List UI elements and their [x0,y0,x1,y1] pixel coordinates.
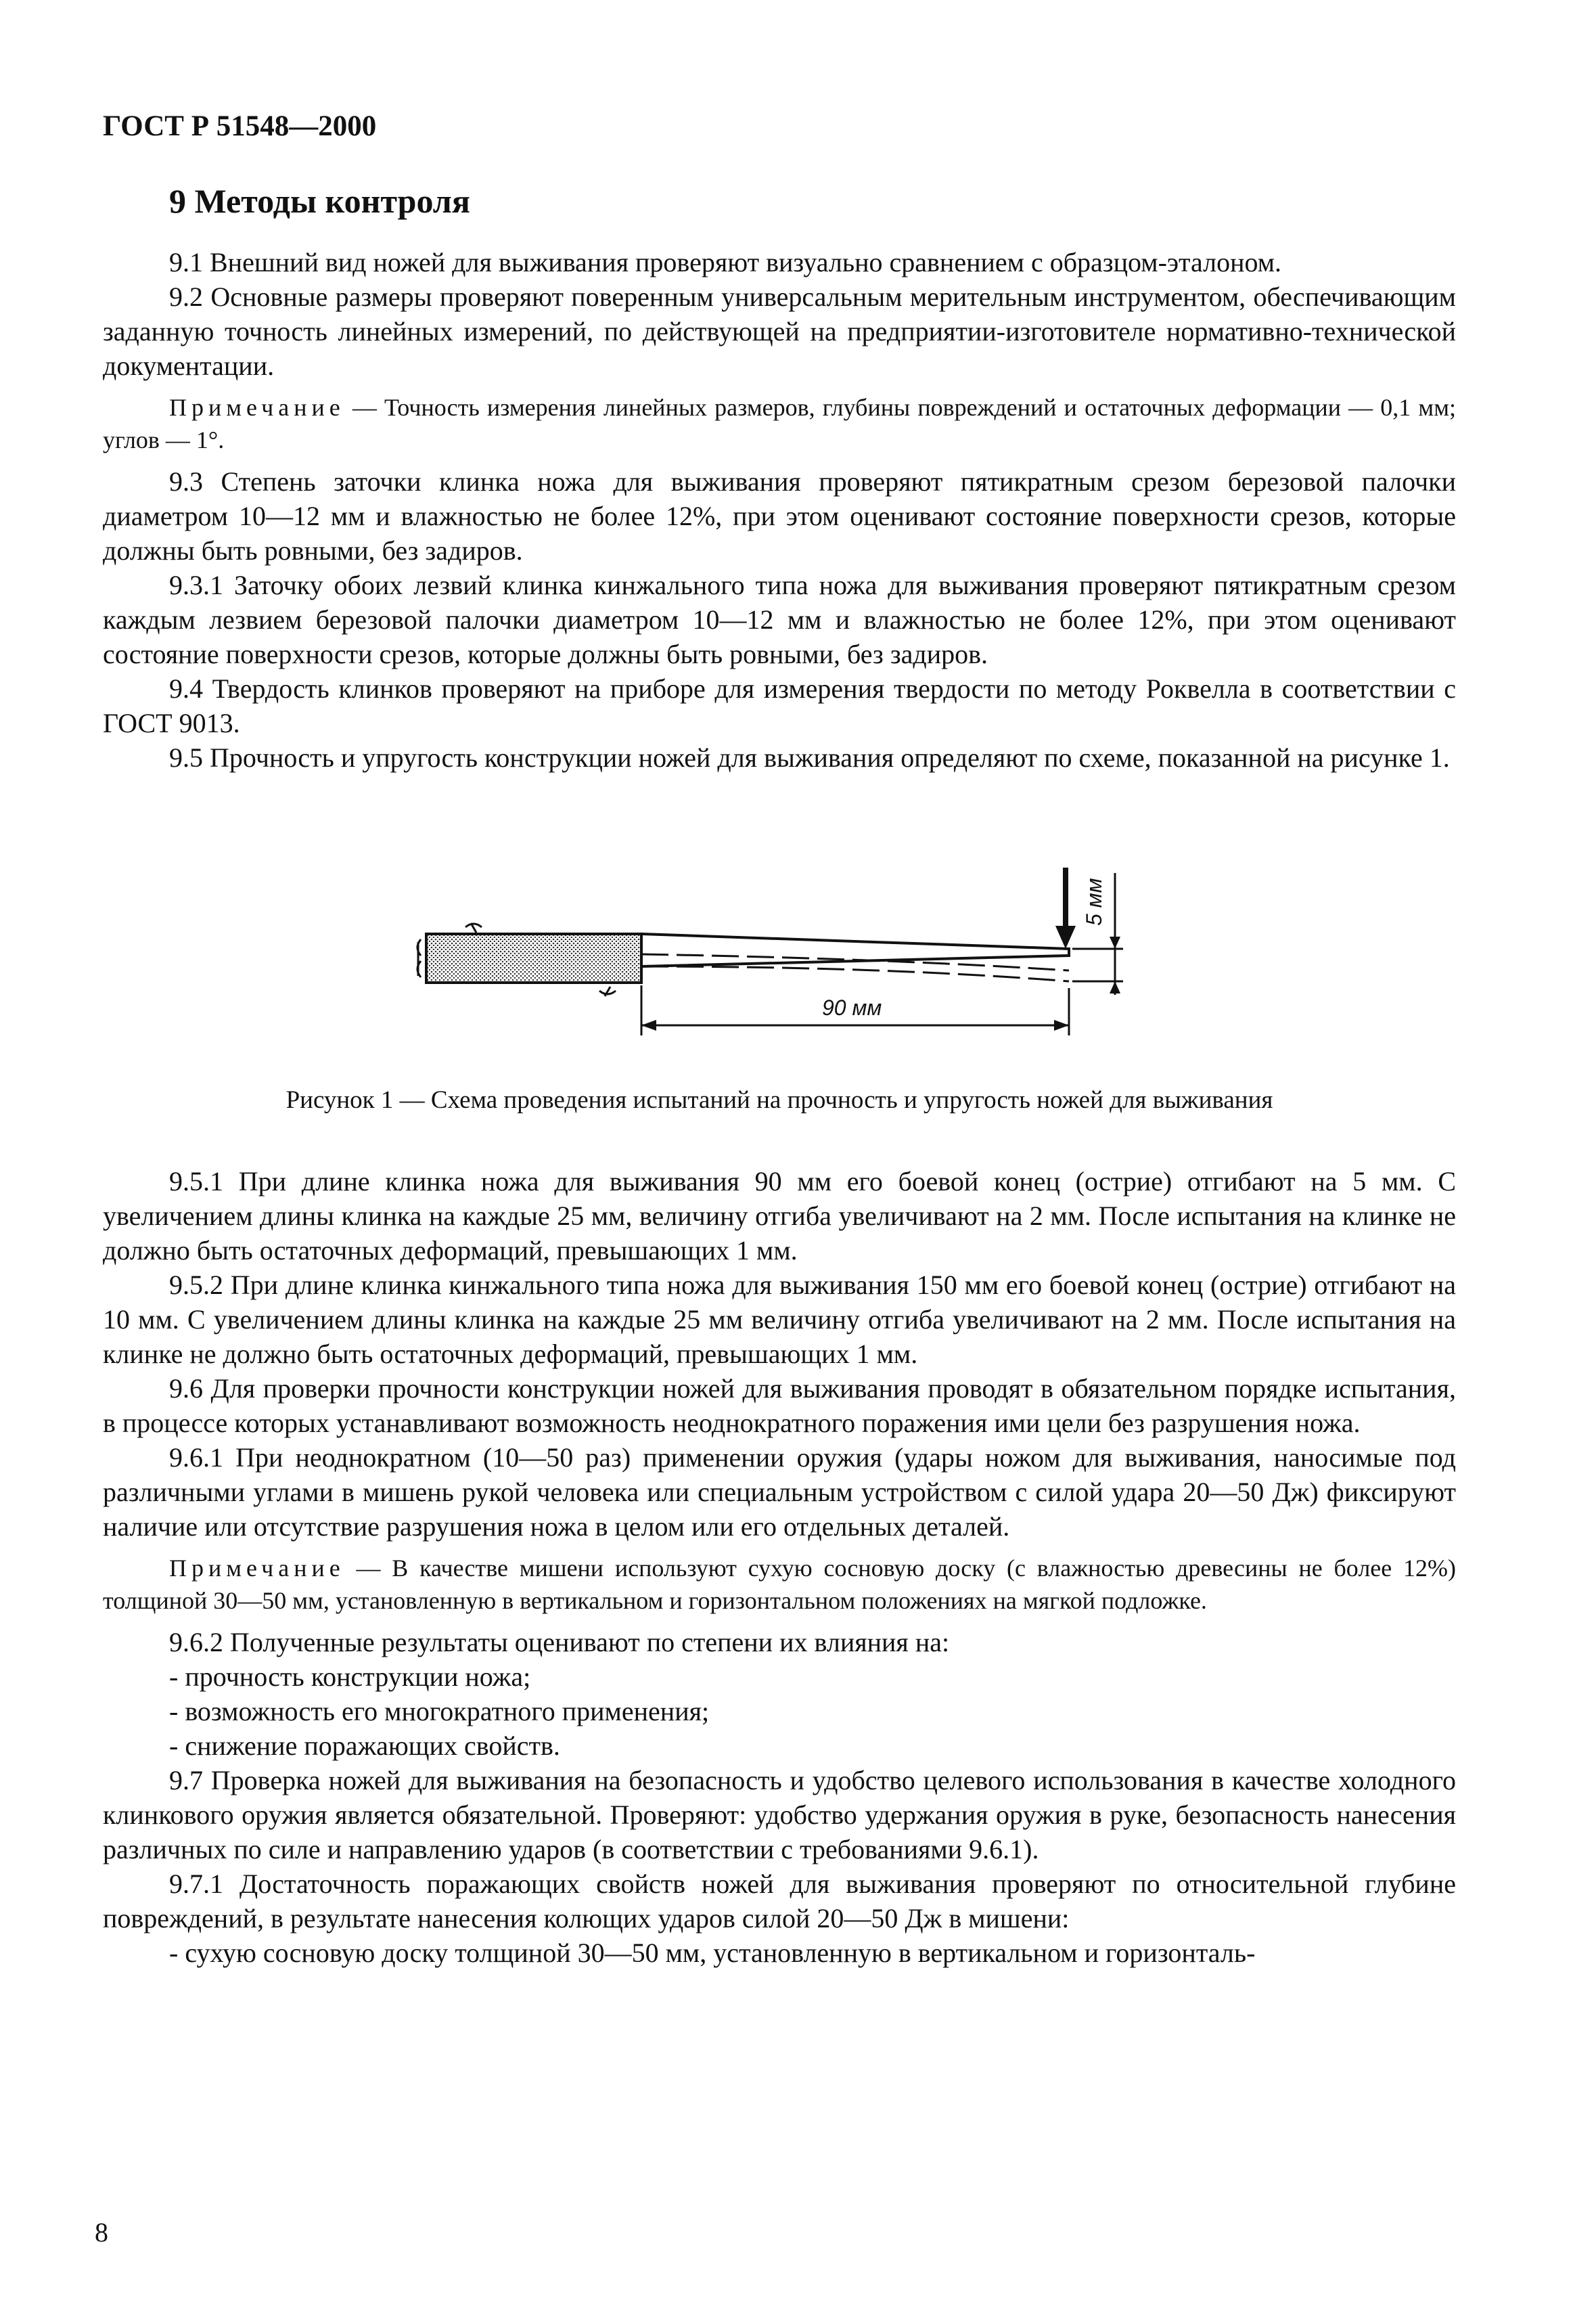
paragraph-9-3-1: 9.3.1 Заточку обоих лезвий клинка кинжального типа ножа для выживания проверяют пятикратным срезом каждым лезвием березовой палочки диаметром 10—12 мм и влажностью не более 12%, при этом оценивают состояние поверхности срезов, которые должны быть ровными, без задиров. [103,570,1456,669]
paragraph-9-7: 9.7 Проверка ножей для выживания на безопасность и удобство целевого использования в качестве холодного клинкового оружия является обязательной. Проверяют: удобство удержания оружия в руке, безопасность нанесения различных по силе и направлению ударов (в соответствии с требованиями 9.6.1). [103,1765,1456,1864]
paragraph-9-2: 9.2 Основные размеры проверяют поверенным универсальным мерительным инструментом, обеспечивающим заданную точность линейных измерений, по действующей на предприятии-изготовителе нормативно-технической документации. [103,282,1456,381]
list-item: - сухую сосновую доску толщиной 30—50 мм, установленную в вертикальном и горизонталь- [169,1938,1256,1968]
content-block-bottom [103,1164,1456,1970]
list-item: - возможность его многократного применения; [169,1696,710,1726]
content-block-top [103,245,1456,775]
deflection-label: 5 мм [1082,878,1106,926]
knife-handle [426,934,641,983]
paragraph-9-6-2: 9.6.2 Полученные результаты оценивают по степени их влияния на: [169,1627,950,1657]
list-item: - прочность конструкции ножа; [169,1661,531,1692]
paragraph-9-5-2: 9.5.2 При длине клинка кинжального типа ножа для выживания 150 мм его боевой конец (острие) отгибают на 10 мм. С увеличением длины клинка на каждые 25 мм величину отгиба увеличивают на 2 мм. После испытания на клинке не должно быть остаточных деформаций, превышающих 1 мм. [103,1270,1456,1369]
figure-1-diagram [406,853,1191,1049]
figure-caption: Рисунок 1 — Схема проведения испытаний на прочность и упругость ножей для выживания [286,1086,1273,1114]
paragraph-9-7-1: 9.7.1 Достаточность поражающих свойств ножей для выживания проверяют по относительной глубине повреждений, в результате нанесения колющих ударов силой 20—50 Дж в мишени: [103,1869,1456,1934]
note-1-label: Примечание [169,394,345,421]
paragraph-9-3: 9.3 Степень заточки клинка ножа для выживания проверяют пятикратным срезом березовой палочки диаметром 10—12 мм и влажностью не более 12%, при этом оценивают состояние поверхности срезов, которые должны быть ровными, без задиров. [103,466,1456,566]
note-1 [103,391,1456,456]
blade-straight [641,934,1069,966]
paragraph-9-5: 9.5 Прочность и упругость конструкции ножей для выживания определяют по схеме, показанной на рисунке 1. [169,742,1450,773]
note-2-text: — В качестве мишени используют сухую сосновую доску (с влажностью древесины не более 12%) толщиной 30—50 мм, установленную в вертикальном и горизонтальном положениях на мягкой подложке. [103,1555,1456,1614]
length-label: 90 мм [822,996,882,1020]
list-item: - снижение поражающих свойств. [169,1730,560,1761]
paragraph-9-1: 9.1 Внешний вид ножей для выживания проверяют визуально сравнением с образцом-эталоном. [169,247,1282,277]
page-number: 8 [95,2217,108,2248]
paragraph-9-6-1: 9.6.1 При неоднократном (10—50 раз) применении оружия (удары ножом для выживания, наносимые под различными углами в мишень рукой человека или специальным устройством с силой удара 20—50 Дж) фиксируют наличие или отсутствие разрушения ножа в целом или его отдельных деталей. [103,1442,1456,1542]
blade-deflected [641,966,1069,981]
section-title: 9 Методы контроля [169,182,470,220]
force-arrow [1055,868,1076,949]
note-2 [103,1552,1456,1617]
document-code: ГОСТ Р 51548—2000 [103,110,377,142]
paragraph-9-6: 9.6 Для проверки прочности конструкции ножей для выживания проводят в обязательном порядке испытания, в процессе которых устанавливают возможность неоднократного поражения ими цели без разрушения ножа. [103,1373,1456,1438]
note-2-label: Примечание [169,1555,345,1582]
paragraph-9-5-1: 9.5.1 При длине клинка ножа для выживания 90 мм его боевой конец (острие) отгибают на 5 мм. С увеличением длины клинка на каждые 25 мм, величину отгиба увеличивают на 2 мм. После испытания на клинке не должно быть остаточных деформаций, превышающих 1 мм. [103,1166,1456,1266]
paragraph-9-4: 9.4 Твердость клинков проверяют на приборе для измерения твердости по методу Роквелла в соответствии с ГОСТ 9013. [103,673,1456,738]
note-1-text: — Точность измерения линейных размеров, глубины повреждений и остаточных деформации — 0,1 мм; углов — 1°. [103,394,1456,453]
